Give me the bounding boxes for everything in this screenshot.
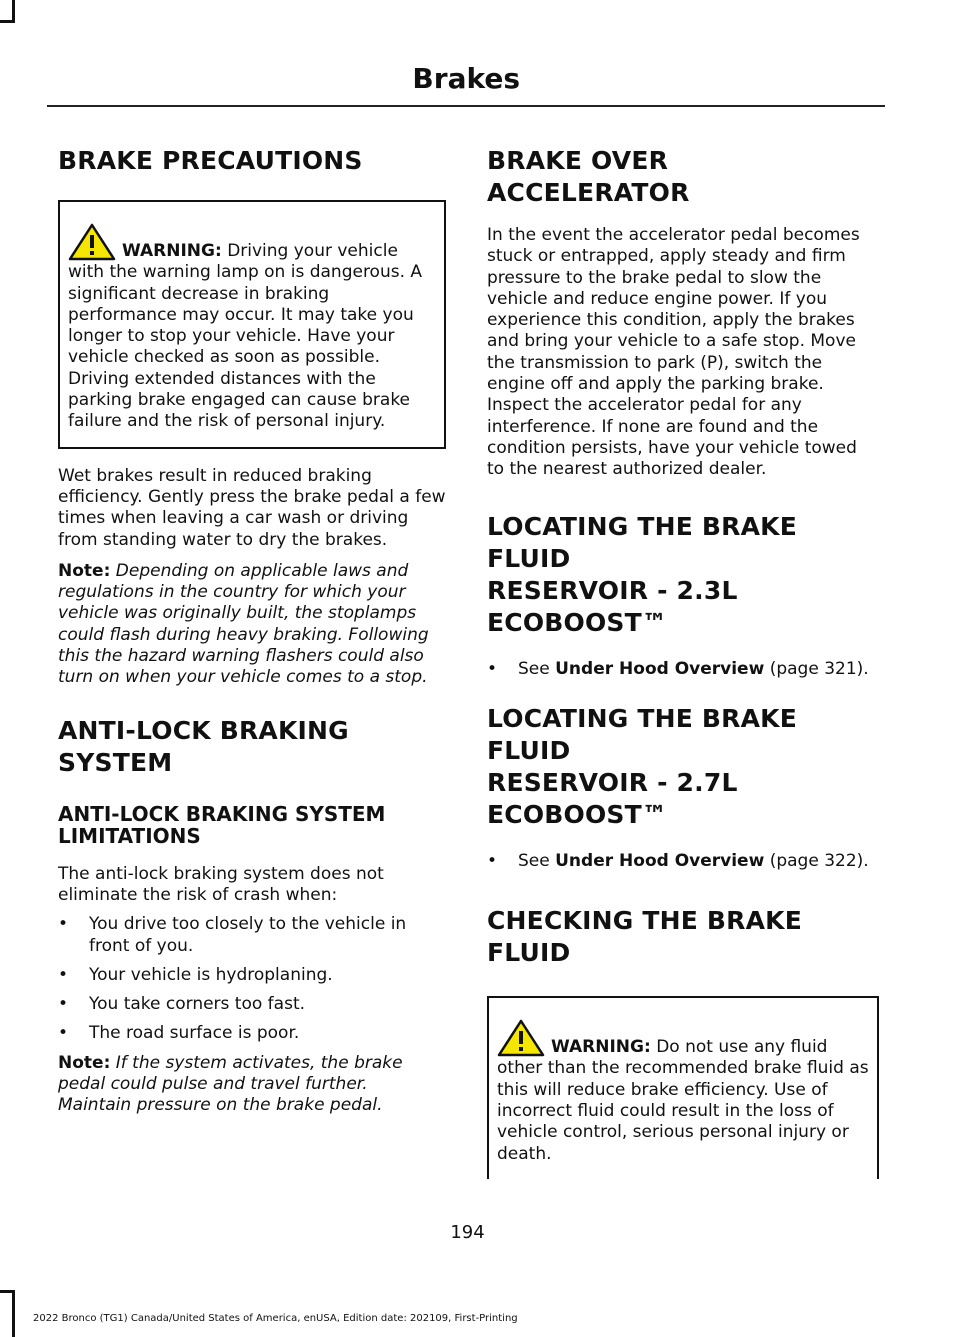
subheading-abs-limitations: ANTI-LOCK BRAKING SYSTEM LIMITATIONS bbox=[58, 801, 386, 848]
page-number: 194 bbox=[450, 1222, 485, 1243]
left-column bbox=[58, 145, 446, 1117]
brake-over-accelerator-paragraph: In the event the accelerator pedal becomes stuck or entrapped, apply steady and firm pressure to the brake pedal to slow the vehicle and reduce engine power. If you experience this condition, apply the brakes and bring your vehicle to a safe stop. Move the transmission to park (P), switch the engine off and apply the parking brake. Inspect the accelerator pedal for any interference. If none are found and the condition persists, have your vehicle towed to the nearest authorized dealer. bbox=[487, 225, 860, 480]
heading-line: RESERVOIR - 2.3L bbox=[487, 575, 738, 605]
heading-line: ECOBOOST™ bbox=[487, 799, 668, 829]
heading-line: RESERVOIR - 2.7L bbox=[487, 767, 738, 797]
footer-edition-info: 2022 Bronco (TG1) Canada/United States of America, enUSA, Edition date: 202109, First-Printing bbox=[33, 1313, 518, 1324]
list-item: • The road surface is poor. bbox=[58, 1023, 446, 1044]
page-reference: (page 322). bbox=[764, 850, 869, 871]
abs-intro-paragraph: The anti-lock braking system does not eliminate the risk of crash when: bbox=[58, 863, 384, 905]
warning-label: WARNING: bbox=[122, 241, 222, 261]
list-item bbox=[487, 659, 879, 680]
crop-mark bbox=[0, 20, 15, 23]
under-hood-overview-link[interactable]: Under Hood Overview bbox=[555, 850, 765, 871]
under-hood-overview-link[interactable]: Under Hood Overview bbox=[555, 658, 765, 679]
reference-list bbox=[487, 659, 879, 680]
warning-triangle-icon bbox=[68, 222, 116, 262]
list-item: • You drive too closely to the vehicle in front of you. bbox=[58, 914, 446, 957]
heading-line: ECOBOOST™ bbox=[487, 607, 668, 637]
list-item bbox=[487, 851, 879, 872]
warning-box bbox=[58, 200, 446, 449]
section-heading-abs: ANTI-LOCK BRAKING SYSTEM bbox=[58, 715, 349, 777]
warning-text: Driving your vehicle with the warning lamp on is dangerous. A significant decrease in braking performance may occur. It may take you longer to stop your vehicle. Have your vehicle checked as soon as possible. Driving extended distances with the parking brake engaged can cause brake failure and the risk of personal injury. bbox=[68, 241, 423, 432]
warning-triangle-icon bbox=[497, 1018, 545, 1058]
list-item: • Your vehicle is hydroplaning. bbox=[58, 965, 446, 986]
crop-mark bbox=[0, 1290, 15, 1293]
crop-mark bbox=[12, 1290, 15, 1337]
heading-line: LOCATING THE BRAKE FLUID bbox=[487, 703, 798, 765]
warning-label: WARNING: bbox=[551, 1037, 651, 1058]
section-heading-checking-brake-fluid: CHECKING THE BRAKE FLUID bbox=[487, 906, 802, 968]
note-paragraph bbox=[58, 1053, 446, 1117]
abs-limitations-list bbox=[58, 914, 446, 1044]
header-divider bbox=[47, 105, 885, 107]
note-text: If the system activates, the brake pedal could pulse and travel further. Maintain pressure on the brake pedal. bbox=[58, 1052, 403, 1116]
heading-line: LOCATING THE BRAKE FLUID bbox=[487, 511, 798, 573]
section-heading-brake-precautions: BRAKE PRECAUTIONS bbox=[58, 146, 363, 175]
section-heading-brake-fluid-2-7l bbox=[487, 703, 879, 831]
section-heading-brake-over-accelerator: BRAKE OVER ACCELERATOR bbox=[487, 146, 690, 207]
right-column bbox=[487, 145, 879, 1179]
page-reference: (page 321). bbox=[764, 658, 869, 679]
reference-prefix: See bbox=[518, 850, 556, 871]
warning-box bbox=[487, 996, 879, 1179]
list-item: • You take corners too fast. bbox=[58, 994, 446, 1015]
note-paragraph bbox=[58, 561, 446, 689]
section-heading-brake-fluid-2-3l bbox=[487, 511, 879, 639]
warning-text: Do not use any fluid other than the recommended brake fluid as this will reduce brake efficiency. Use of incorrect fluid could result in the loss of vehicle control, serious personal injury or death. bbox=[497, 1037, 869, 1164]
page-title: Brakes bbox=[412, 62, 520, 95]
note-label: Note: bbox=[58, 1052, 111, 1073]
reference-prefix: See bbox=[518, 658, 556, 679]
reference-list bbox=[487, 851, 879, 872]
note-text: Depending on applicable laws and regulations in the country for which your vehicle was originally built, the stoplamps could flash during heavy braking. Following this the hazard warning flashers could also turn on when your vehicle comes to a stop. bbox=[58, 560, 429, 688]
crop-mark bbox=[12, 0, 15, 22]
wet-brakes-paragraph: Wet brakes result in reduced braking efficiency. Gently press the brake pedal a few times when leaving a car wash or driving from standing water to dry the brakes. bbox=[58, 465, 446, 550]
note-label: Note: bbox=[58, 560, 111, 581]
